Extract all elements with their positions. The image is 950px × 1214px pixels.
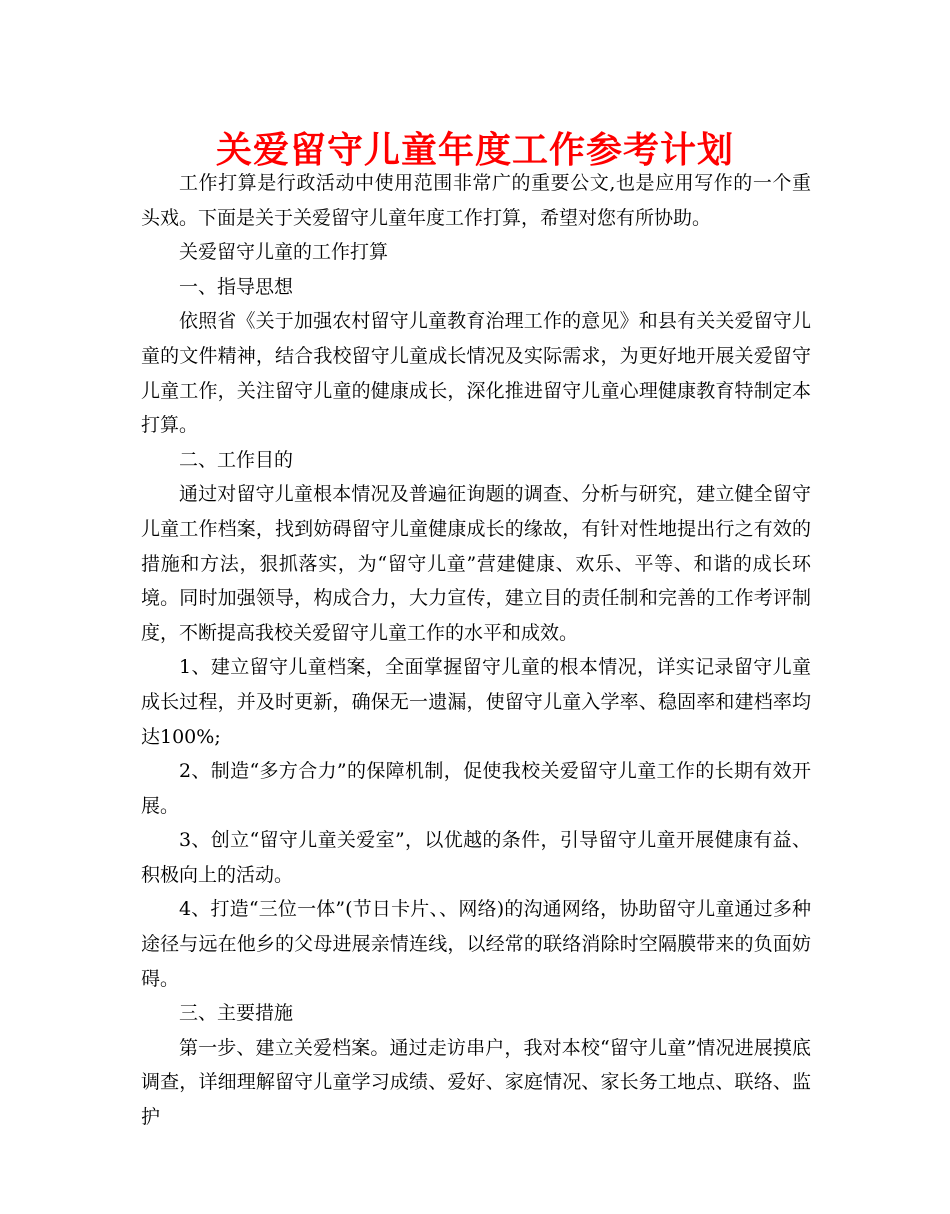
list-item-goal-1: 1、建立留守儿童档案，全面掌握留守儿童的根本情况，详实记录留守儿童成长过程，并及时更新，确保无一遗漏，使留守儿童入学率、稳固率和建档率均达100%; (141, 656, 811, 748)
paragraph-step-1: 第一步、建立关爱档案。通过走访串户，我对本校“留守儿童”情况进展摸底调查，详细理解留守儿童学习成绩、爱好、家庭情况、家长务工地点、联络、监护 (141, 1036, 811, 1129)
paragraph-intro: 工作打算是行政活动中使用范围非常广的重要公文,也是应用写作的一个重头戏。下面是关于关爱留守儿童年度工作打算，希望对您有所协助。 (141, 172, 811, 229)
section-heading-main-measures: 三、主要措施 (179, 1002, 294, 1025)
list-item-goal-4: 4、打造“三位一体”(节日卡片、、网络)的沟通网络，协助留守儿童通过多种途径与远在他乡的父母进展亲情连线，以经常的联络消除时空隔膜带来的负面妨碍。 (141, 898, 811, 990)
list-item-goal-3: 3、创立“留守儿童关爱室”，以优越的条件，引导留守儿童开展健康有益、积极向上的活动。 (141, 829, 811, 886)
document-title: 关爱留守儿童年度工作参考计划 (215, 130, 734, 171)
list-item-goal-2: 2、制造“多方合力”的保障机制，促使我校关爱留守儿童工作的长期有效开展。 (141, 760, 811, 817)
section-heading-guiding-ideology: 一、指导思想 (179, 275, 294, 298)
document-body (141, 166, 811, 1135)
paragraph-work-goals: 通过对留守儿童根本情况及普遍征询题的调查、分析与研究，建立健全留守儿童工作档案，找到妨碍留守儿童健康成长的缘故，有针对性地提出行之有效的措施和方法，狠抓落实，为“留守儿童”营建健康、欢乐、平等、和谐的成长环境。同时加强领导，构成合力，大力宣传，建立目的责任制和完善的工作考评制度，不断提高我校关爱留守儿童工作的水平和成效。 (141, 483, 811, 644)
paragraph-subtitle: 关爱留守儿童的工作打算 (179, 241, 389, 264)
paragraph-guiding-ideology: 依照省《关于加强农村留守儿童教育治理工作的意见》和县有关关爱留守儿童的文件精神，结合我校留守儿童成长情况及实际需求，为更好地开展关爱留守儿童工作，关注留守儿童的健康成长，深化推进留守儿童心理健康教育特制定本打算。 (141, 310, 811, 437)
section-heading-work-goals: 二、工作目的 (179, 448, 294, 471)
